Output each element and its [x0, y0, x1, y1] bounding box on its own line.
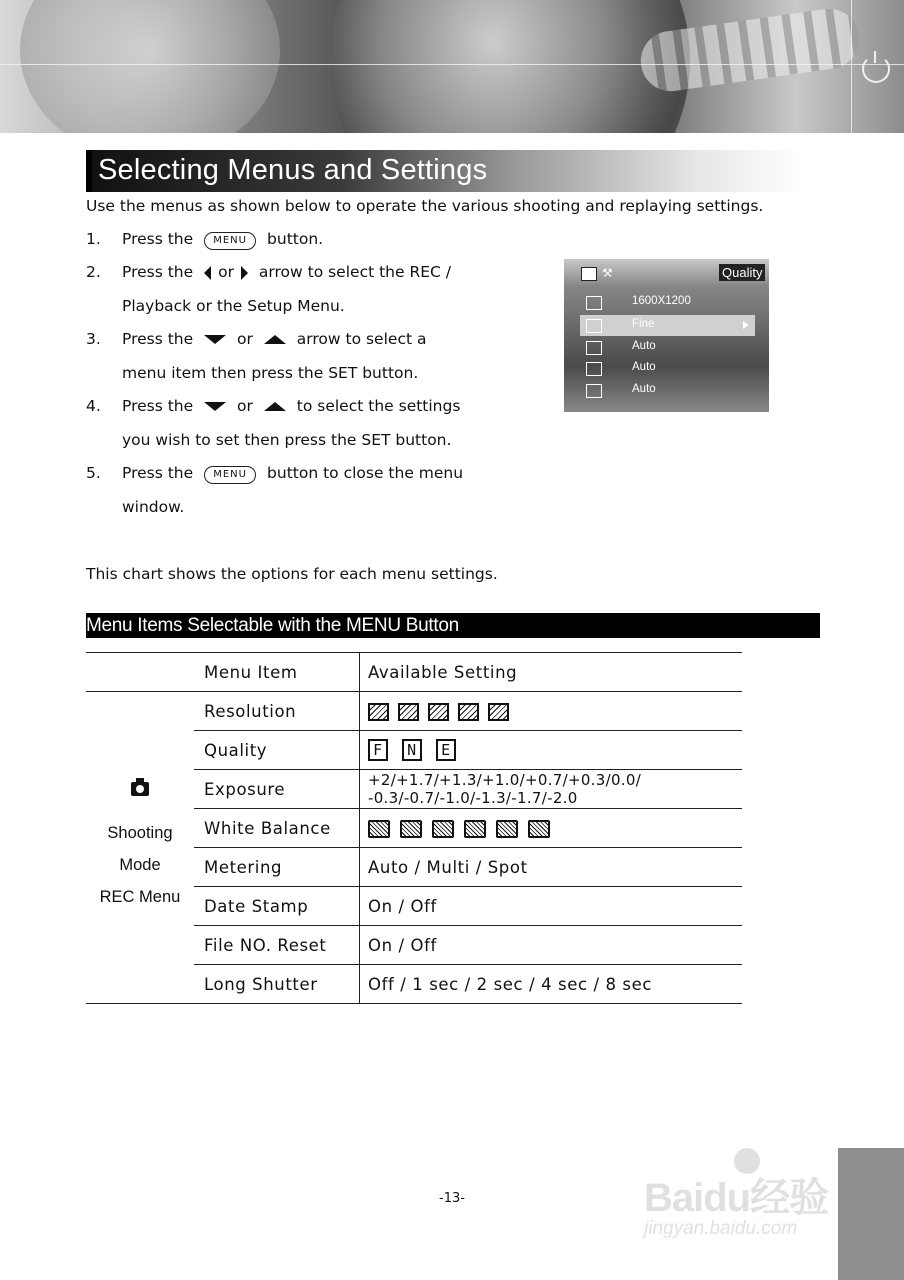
quality-economy-icon: E	[436, 739, 456, 761]
header-banner	[0, 0, 904, 133]
resolution-icon	[586, 296, 602, 310]
step-2-text-a: Press the	[122, 263, 194, 281]
step-4-text-b: to select the settings	[296, 397, 461, 415]
camera-icon	[131, 782, 149, 796]
power-icon	[862, 55, 890, 83]
exposure-settings	[360, 770, 743, 809]
wb-fluorescent-icon	[496, 820, 518, 838]
table-row	[86, 692, 742, 731]
menu-item-quality: Quality	[194, 731, 360, 770]
header-mode-cell	[86, 653, 194, 692]
step-2-text-b: arrow to select the REC /	[258, 263, 451, 281]
banner-rule	[0, 64, 904, 65]
step-3-number: 3.	[86, 330, 101, 348]
header-available-setting: Available Setting	[360, 653, 743, 692]
resolution-small-icon	[428, 703, 449, 721]
menu-items-table	[86, 652, 742, 1004]
lcd-menu-screenshot	[564, 259, 769, 412]
step-5-text-b: button to close the menu	[267, 464, 464, 482]
step-5	[122, 464, 463, 484]
menu-item-file-no-reset: File NO. Reset	[194, 926, 360, 965]
header-menu-item: Menu Item	[194, 653, 360, 692]
wb-daylight-icon	[400, 820, 422, 838]
step-3-or: or	[237, 330, 253, 348]
menu-item-exposure: Exposure	[194, 770, 360, 809]
lcd-row-value: Auto	[632, 361, 656, 373]
left-arrow-icon	[204, 266, 212, 280]
menu-item-long-shutter: Long Shutter	[194, 965, 360, 1004]
watermark	[644, 1148, 864, 1248]
step-4-text-a: Press the	[122, 397, 194, 415]
chevron-right-icon	[743, 321, 749, 329]
lcd-row-value: Auto	[632, 340, 656, 352]
camera-tab-icon	[581, 267, 597, 281]
table-title: Menu Items Selectable with the MENU Button	[86, 615, 459, 636]
exposure-values-line-2: -0.3/-0.7/-1.0/-1.3/-1.7/-2.0	[368, 789, 578, 807]
step-3-text-c: menu item then press the SET button.	[122, 364, 419, 382]
white-balance-icon	[586, 362, 602, 376]
wb-black-white-icon	[528, 820, 550, 838]
quality-normal-icon: N	[402, 739, 422, 761]
table-title-bar	[86, 613, 820, 638]
step-2	[122, 263, 451, 281]
shooting-mode-cell	[86, 692, 194, 1004]
chart-note: This chart shows the options for each menu settings.	[86, 565, 498, 583]
lcd-row-exposure	[580, 337, 755, 358]
right-arrow-icon	[240, 266, 248, 280]
date-stamp-settings: On / Off	[360, 887, 743, 926]
step-3-text-a: Press the	[122, 330, 194, 348]
step-2-text-c: Playback or the Setup Menu.	[122, 297, 345, 315]
table-header-row	[86, 653, 742, 692]
menu-item-resolution: Resolution	[194, 692, 360, 731]
step-4	[122, 397, 460, 415]
down-arrow-icon	[204, 335, 226, 344]
step-1	[122, 230, 323, 250]
setup-wrench-icon: ⚒	[602, 266, 613, 280]
resolution-vga-icon	[458, 703, 479, 721]
lcd-tab-label: Quality	[719, 264, 765, 281]
step-4-number: 4.	[86, 397, 101, 415]
menu-item-white-balance: White Balance	[194, 809, 360, 848]
step-1-text-a: Press the	[122, 230, 194, 248]
lcd-row-quality	[580, 315, 755, 336]
lcd-row-value: Fine	[632, 318, 655, 330]
page-number: -13-	[439, 1191, 465, 1206]
section-title-bar	[86, 150, 802, 192]
up-arrow-icon	[264, 402, 286, 411]
resolution-large-icon	[368, 703, 389, 721]
up-arrow-icon	[264, 335, 286, 344]
metering-icon	[586, 384, 602, 398]
step-5-text-a: Press the	[122, 464, 194, 482]
metering-settings: Auto / Multi / Spot	[360, 848, 743, 887]
step-1-number: 1.	[86, 230, 101, 248]
step-5-number: 5.	[86, 464, 101, 482]
quality-icon	[586, 319, 602, 333]
file-no-reset-settings: On / Off	[360, 926, 743, 965]
quality-settings	[360, 731, 743, 770]
resolution-settings	[360, 692, 743, 731]
resolution-medium-icon	[398, 703, 419, 721]
step-2-or: or	[218, 263, 234, 281]
lcd-row-metering	[580, 380, 755, 401]
intro-text: Use the menus as shown below to operate the various shooting and replaying settings.	[86, 197, 764, 215]
wb-cloudy-icon	[432, 820, 454, 838]
mode-line-2: Mode	[119, 856, 161, 874]
resolution-email-icon	[488, 703, 509, 721]
mode-line-3: REC Menu	[99, 888, 181, 906]
step-4-or: or	[237, 397, 253, 415]
lcd-row-value: Auto	[632, 383, 656, 395]
watermark-brand: Baidu经验	[644, 1176, 829, 1220]
lcd-row-value: 1600X1200	[632, 295, 691, 307]
exposure-values-line-1: +2/+1.7/+1.3/+1.0/+0.7/+0.3/0.0/	[368, 771, 642, 789]
long-shutter-settings: Off / 1 sec / 2 sec / 4 sec / 8 sec	[360, 965, 743, 1004]
lcd-row-resolution	[580, 292, 755, 313]
menu-item-date-stamp: Date Stamp	[194, 887, 360, 926]
banner-divider	[851, 0, 852, 133]
menu-item-metering: Metering	[194, 848, 360, 887]
lcd-row-white-balance	[580, 358, 755, 379]
mode-line-1: Shooting	[107, 824, 173, 842]
step-1-text-b: button.	[267, 230, 324, 248]
page-title: Selecting Menus and Settings	[98, 154, 488, 186]
banner-lens-highlight	[20, 0, 280, 133]
wb-tungsten-icon	[464, 820, 486, 838]
step-4-text-c: you wish to set then press the SET button.	[122, 431, 452, 449]
step-3-text-b: arrow to select a	[296, 330, 427, 348]
white-balance-settings	[360, 809, 743, 848]
step-2-number: 2.	[86, 263, 101, 281]
watermark-url: jingyan.baidu.com	[644, 1218, 798, 1239]
banner-lens	[330, 0, 690, 133]
menu-button-icon: MENU	[204, 466, 256, 484]
down-arrow-icon	[204, 402, 226, 411]
quality-fine-icon: F	[368, 739, 388, 761]
wb-auto-icon	[368, 820, 390, 838]
step-5-text-c: window.	[122, 498, 185, 516]
exposure-icon	[586, 341, 602, 355]
menu-button-icon: MENU	[204, 232, 256, 250]
step-3	[122, 330, 426, 348]
